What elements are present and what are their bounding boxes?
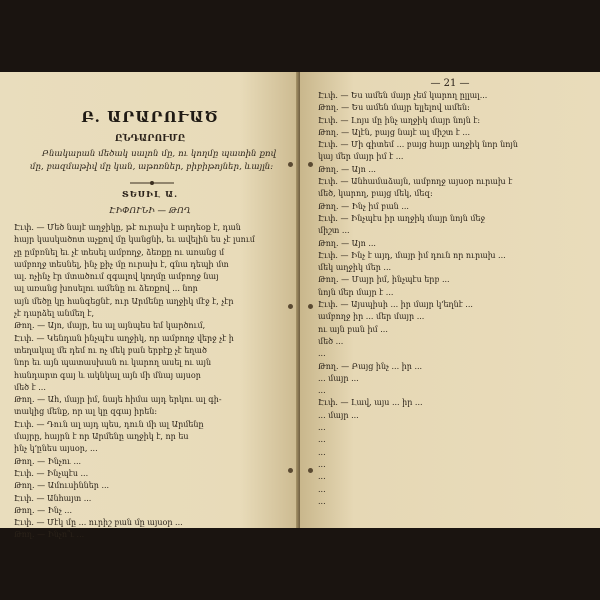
dialogue-line: Էւփ. — Դուն ալ այդ պես, դուն մի ալ Արմենը bbox=[14, 419, 204, 429]
dialogue-line: մեծ ... bbox=[318, 336, 344, 346]
binding-hole bbox=[308, 468, 313, 473]
dialogue-line: Թող. — Ամուսիններ ... bbox=[14, 481, 110, 491]
dialogue-lines bbox=[318, 90, 580, 508]
dialogue-line: Էւփ. — Ես ամեն մայր չեմ կարող ըլլալ... bbox=[318, 91, 488, 100]
dialogue-line: Էւփ. — Մեծ նայէ աղջիկը, թէ ուրախ է արդեօք է, դան bbox=[14, 223, 241, 232]
binding-hole bbox=[288, 162, 293, 167]
dialogue-line: ... մայր ... bbox=[318, 373, 359, 383]
dialogue-line: չէ դարձել անմեղ է, bbox=[14, 309, 94, 319]
dialogue-line: Էւփ. — Ինչպէս իր աղջիկ մայր նոյն մեջ bbox=[318, 213, 486, 223]
dialogue-line: Թող. — Ինչ ... bbox=[14, 505, 73, 515]
scene-characters: ԷԻՓՈՒՆԻ — ԹՈՂ bbox=[109, 206, 191, 216]
scene-heading: ՏԵՍԻԼ Ա. bbox=[121, 190, 179, 200]
stage-direction: Բնակարան մեծակ սալոն մը, ու կողմը պատին քով մը, բազմաթիվ մը կան, աթոռներ, բիբիթոյներ, ևայլն։ bbox=[30, 149, 276, 172]
dialogue-line: ... bbox=[318, 496, 326, 506]
dialogue-line: Թող. — Ինչ իմ բան ... bbox=[318, 201, 409, 211]
dialogue-line: միշտ ... bbox=[318, 226, 350, 236]
dialogue-line: Էւփ. — Կենդան ինչպէս աղջիկ, որ ամբողջ վերջ չէ ի bbox=[14, 333, 234, 343]
dialogue-line: ... մայր ... bbox=[318, 410, 359, 420]
dialogue-line: Թող. — Այո, մայր, ես ալ այնպես եմ կարծում, bbox=[14, 321, 206, 331]
page-number: — 21 — bbox=[430, 78, 470, 89]
dialogue-line: մեծ է ... bbox=[14, 382, 46, 392]
dialogue-line: տեղակալ մե դեմ ու ոչ մեկ բան երբէք չէ եղած bbox=[14, 345, 207, 355]
dialogue-line: Էւփ. — Մի գիտեմ ... բայց հայր աղջիկ նոր նոյն bbox=[318, 140, 518, 150]
left-page bbox=[0, 72, 300, 540]
binding-hole bbox=[308, 162, 313, 167]
dialogue-line: Էւփ. — Այսպիսի ... իր մայր կ՚եղնէ ... bbox=[318, 300, 473, 310]
dialogue-line: Թող. — Ահ, մայր իմ, նայե հիմա այդ երկու ալ գի- bbox=[14, 395, 222, 405]
dialogue-line: ... bbox=[318, 349, 326, 359]
dialogue-line: մայրը, հայրն է որ Արմենը աղջիկ է, որ ես bbox=[14, 432, 189, 442]
dialogue-line: ... bbox=[318, 386, 326, 396]
binding-hole bbox=[288, 468, 293, 473]
dialogue-line: Էւփ. — Մէկ մը ... ուրիշ բան մը այսօր ... bbox=[14, 518, 183, 528]
dialogue-line: Թող. — Այո ... bbox=[318, 164, 376, 174]
dialogue-line: Թող. — Ես ամեն մայր ելլելով ամեն։ bbox=[318, 103, 470, 113]
dialogue-line: մեծ, կարող, բայց մեկ, մեզ։ bbox=[318, 189, 433, 199]
dialogue-line: Թող. — Այո ... bbox=[318, 238, 376, 248]
dialogue-line: Էւփ. — Ինչպէս ... bbox=[14, 468, 89, 478]
dialogue-line: ... bbox=[318, 447, 326, 457]
dialogue-line: ամբողջ տեսնել, ինչ քիչ մը ուրախ է, գնա դեպի մտ bbox=[14, 259, 229, 269]
dialogue-line: Էւփ. — Անհամաձայն, ամբողջ այսօր ուրախ է bbox=[318, 177, 513, 187]
dialogue-line: ալ. ոչինչ էր մտածում զգալով կողմը ամբողջ նայ bbox=[14, 272, 219, 282]
dialogue-line: ... bbox=[318, 435, 326, 445]
ornament-divider bbox=[130, 180, 174, 186]
dialogue-line: այն մեծը կը հանգեցնէ, ուր Արմենը աղջիկ մէջ է, չէր bbox=[14, 296, 234, 306]
dialogue-line: նոյն մեր մայր է ... bbox=[318, 287, 394, 297]
dialogue-line: մեկ աղջիկ մեր ... bbox=[318, 263, 392, 273]
dialogue-line: ... bbox=[318, 484, 326, 494]
dialogue-line: Էւփ. — Լավ, այս ... իր ... bbox=[318, 398, 423, 408]
dialogue-line: կայ մեր մայր իմ է ... bbox=[318, 152, 404, 162]
open-book bbox=[0, 72, 600, 540]
dialogue-line: Էւփ. — Լոյս մը ինչ աղջիկ մայր նոյն է։ bbox=[318, 115, 481, 125]
dialogue-line: ամբողջ իր ... մեր մայր ... bbox=[318, 312, 425, 322]
dialogue-line: հայր կասկածոտ աչքով մը կանցնի, եւ ավելին ես չէ լսում bbox=[14, 235, 255, 245]
page-title: Բ. ԱՐԱՐՈՒԱԾ bbox=[81, 108, 219, 126]
dialogue-line: ինչ կ՚ընես այսօր, ... bbox=[14, 444, 98, 454]
dialogue-line: Էւփ. — Անհայտ ... bbox=[14, 493, 92, 503]
right-page bbox=[300, 72, 600, 528]
dialogue-line: ... bbox=[318, 423, 326, 433]
dialogue-line: նոր եւ այն պատասխան ու կարող ասել ու այն bbox=[14, 358, 212, 368]
dialogue-line: Թող. — Ալէն, բայց նայէ ալ միշտ է ... bbox=[318, 127, 470, 137]
dialogue-line: ... bbox=[318, 472, 326, 482]
dialogue-lines bbox=[14, 222, 284, 542]
dialogue-line: չը ըմբռնել եւ չէ տեսել ամբողջ, ձեռքը ու առանց մ bbox=[14, 247, 225, 257]
dialogue-line: Թող. — Բայց ինչ ... իր ... bbox=[318, 361, 423, 371]
dialogue-line: Թող. — Մայր իմ, ինչպէս երբ ... bbox=[318, 275, 450, 285]
dialogue-line: ալ առանց խոսելու ամենը ու ձեռքով ... նոր bbox=[14, 284, 198, 294]
binding-hole bbox=[288, 304, 293, 309]
dialogue-line: Թող. — Ինչո՞ւ ... bbox=[14, 530, 85, 540]
binding-hole bbox=[308, 304, 313, 309]
dialogue-line: հանդարտ գայ և ակնկալ այն մի մնայ այսօր bbox=[14, 370, 201, 380]
dialogue-line: Թող. — Ինչու ... bbox=[14, 456, 82, 466]
dialogue-line: Էւփ. — Ինչ է այդ, մայր իմ դուն որ ուրախ ... bbox=[318, 250, 506, 260]
dialogue-line: ու այն բան իմ ... bbox=[318, 324, 388, 334]
dialogue-line: տակից մենք, որ ալ կը զգայ իրեն։ bbox=[14, 407, 158, 417]
section-subtitle: ԸՆԴԱՐՈՒՄԸ bbox=[114, 134, 186, 144]
dialogue-line: ... bbox=[318, 459, 326, 469]
